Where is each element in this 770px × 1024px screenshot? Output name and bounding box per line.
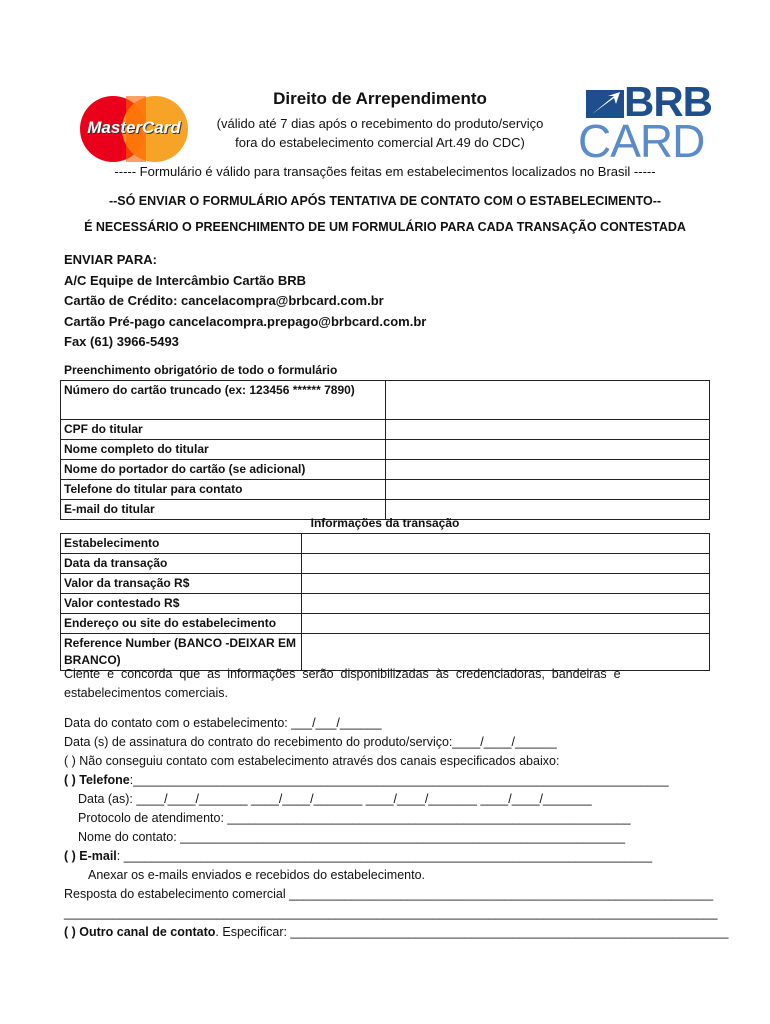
transaction-date-input[interactable] xyxy=(302,554,710,574)
phone-row xyxy=(64,771,669,790)
table-row xyxy=(61,594,710,614)
email-row xyxy=(64,847,652,866)
holder-name-input[interactable] xyxy=(386,440,710,460)
contact-date-line[interactable]: Data do contato com o estabelecimento: ___/___/______ xyxy=(64,716,382,730)
cpf-input[interactable] xyxy=(386,420,710,440)
no-contact-checkbox-line[interactable]: ( ) Não conseguiu contato com estabelecimento através dos canais especificados abaixo: xyxy=(64,754,560,768)
contact-heading: ENVIAR PARA: xyxy=(64,252,157,267)
field-label: Valor da transação R$ xyxy=(61,574,302,594)
table-row xyxy=(61,614,710,634)
card-number-input[interactable] xyxy=(386,381,710,420)
phone-checkbox-label[interactable]: ( ) Telefone xyxy=(64,773,130,787)
table-row xyxy=(61,440,710,460)
other-channel-field[interactable]: . Especificar: _______________________________________________________________ xyxy=(215,925,729,939)
table-row xyxy=(61,480,710,500)
brb-text: BRB xyxy=(624,78,712,125)
field-label: E-mail do titular xyxy=(61,500,386,520)
email-checkbox-label[interactable]: ( ) E-mail xyxy=(64,849,117,863)
phone-dates-line[interactable]: Data (as): ____/____/_______ ____/____/_______ ____/____/_______ ____/____/_______ xyxy=(78,792,592,806)
transaction-table xyxy=(60,533,710,671)
phone-field[interactable]: :_____________________________________________________________________________ xyxy=(129,773,669,787)
disputed-value-input[interactable] xyxy=(302,594,710,614)
table-row xyxy=(61,420,710,440)
field-label: Nome do portador do cartão (se adicional) xyxy=(61,460,386,480)
transaction-caption: Informações da transação xyxy=(310,516,460,530)
contact-team: A/C Equipe de Intercâmbio Cartão BRB xyxy=(64,272,306,288)
transaction-value-input[interactable] xyxy=(302,574,710,594)
field-label: Reference Number (BANCO -DEIXAR EM BRANCO) xyxy=(61,634,302,671)
mastercard-logo xyxy=(80,96,188,162)
merchant-response-line[interactable]: Resposta do estabelecimento comercial _____________________________________________________________ xyxy=(64,887,714,901)
contact-fax: Fax (61) 3966-5493 xyxy=(64,334,179,349)
protocol-line[interactable]: Protocolo de atendimento: __________________________________________________________ xyxy=(78,811,631,825)
other-channel-checkbox-label[interactable]: ( ) Outro canal de contato xyxy=(64,925,216,939)
field-label: Telefone do titular para contato xyxy=(61,480,386,500)
contact-credit-email[interactable]: Cartão de Crédito: cancelacompra@brbcard.com.br xyxy=(64,293,384,308)
field-label: CPF do titular xyxy=(61,420,386,440)
field-label: Valor contestado R$ xyxy=(61,594,302,614)
table-row xyxy=(61,460,710,480)
page-title: Direito de Arrependimento xyxy=(273,89,487,108)
other-channel-row xyxy=(64,923,728,942)
table-row xyxy=(61,574,710,594)
table-row xyxy=(61,381,710,420)
consent-line-1: Ciente e concorda que as informações serão disponibilizadas às credenciadoras, bandeiras e xyxy=(64,667,621,681)
contact-name-line[interactable]: Nome do contato: ________________________________________________________________ xyxy=(78,830,626,844)
brb-card-logo xyxy=(578,78,712,167)
validity-subtitle-1: (válido até 7 dias após o recebimento do produto/serviço xyxy=(216,116,544,131)
mastercard-logo-text: MasterCard xyxy=(87,118,181,137)
notice-banner: É NECESSÁRIO O PREENCHIMENTO DE UM FORMULÁRIO PARA CADA TRANSAÇÃO CONTESTADA xyxy=(84,220,686,234)
field-label: Número do cartão truncado (ex: 123456 ****** 7890) xyxy=(61,381,386,420)
merchant-address-input[interactable] xyxy=(302,614,710,634)
card-text: CARD xyxy=(578,115,705,167)
warning-banner: --SÓ ENVIAR O FORMULÁRIO APÓS TENTATIVA DE CONTATO COM O ESTABELECIMENTO-- xyxy=(108,194,662,208)
contract-date-line[interactable]: Data (s) de assinatura do contrato do recebimento do produto/serviço:____/____/______ xyxy=(64,735,557,749)
merchant-input[interactable] xyxy=(302,534,710,554)
field-label: Endereço ou site do estabelecimento xyxy=(61,614,302,634)
holder-caption: Preenchimento obrigatório de todo o formulário xyxy=(64,363,338,377)
field-label: Nome completo do titular xyxy=(61,440,386,460)
holder-table xyxy=(60,380,710,520)
table-row xyxy=(61,554,710,574)
bearer-name-input[interactable] xyxy=(386,460,710,480)
field-label: Data da transação xyxy=(61,554,302,574)
phone-input[interactable] xyxy=(386,480,710,500)
contact-block xyxy=(64,250,426,353)
field-label: Estabelecimento xyxy=(61,534,302,554)
table-row xyxy=(61,534,710,554)
validity-note: ----- Formulário é válido para transações feitas em estabelecimentos localizados no Brasil ----- xyxy=(114,164,656,179)
contact-prepaid-email[interactable]: Cartão Pré-pago cancelacompra.prepago@brbcard.com.br xyxy=(64,313,427,329)
validity-subtitle-2: fora do estabelecimento comercial Art.49 do CDC) xyxy=(235,135,525,150)
attach-instruction: Anexar os e-mails enviados e recebidos do estabelecimento. xyxy=(88,868,425,882)
email-field[interactable]: : ____________________________________________________________________________ xyxy=(116,849,653,863)
merchant-response-blank-line[interactable]: ______________________________________________________________________________________________ xyxy=(64,906,718,920)
consent-line-2: estabelecimentos comerciais. xyxy=(64,686,228,700)
